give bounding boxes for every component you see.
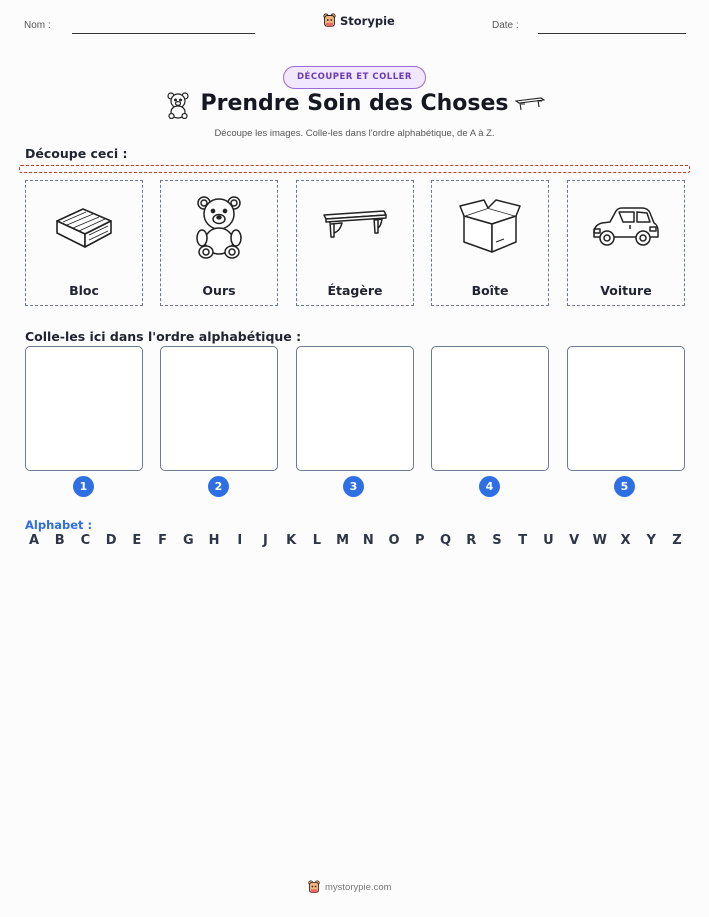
car-icon — [590, 203, 662, 251]
alphabet-letter: O — [388, 533, 400, 548]
alphabet-letter: U — [543, 533, 554, 548]
card-label: Bloc — [69, 283, 99, 298]
cutout-card-ours[interactable] — [160, 180, 278, 306]
name-line[interactable] — [72, 33, 255, 34]
alphabet-letter: R — [466, 533, 477, 548]
card-label: Étagère — [327, 283, 383, 298]
alphabet-letter: B — [54, 533, 65, 548]
cutout-card-boite[interactable] — [431, 180, 549, 306]
alphabet-letter: Q — [439, 533, 452, 548]
paste-section-label: Colle-les ici dans l'ordre alphabétique : — [25, 329, 302, 344]
slot-number-1: 1 — [73, 476, 94, 497]
alphabet-row — [23, 533, 688, 548]
alphabet-letter: I — [237, 533, 243, 548]
activity-badge: DÉCOUPER ET COLLER — [283, 66, 426, 89]
card-label: Voiture — [600, 283, 652, 298]
cut-section-label: Découpe ceci : — [25, 146, 128, 161]
alphabet-letter: V — [569, 533, 580, 548]
card-label: Ours — [202, 283, 236, 298]
storypie-logo-icon — [308, 880, 320, 894]
alphabet-letter: H — [208, 533, 220, 548]
date-label: Date : — [492, 20, 519, 31]
paste-slot-4[interactable] — [431, 346, 549, 471]
card-label: Boîte — [471, 283, 509, 298]
slot-number-4: 4 — [479, 476, 500, 497]
alphabet-letter: E — [132, 533, 142, 548]
cutout-card-voiture[interactable] — [567, 180, 685, 306]
paste-slot-5[interactable] — [567, 346, 685, 471]
alphabet-letter: Z — [672, 533, 682, 548]
instructions: Découpe les images. Colle-les dans l'ordre alphabétique, de A à Z. — [214, 128, 495, 139]
alphabet-letter: J — [263, 533, 268, 548]
alphabet-letter: X — [620, 533, 631, 548]
alphabet-label: Alphabet : — [25, 518, 93, 532]
footer — [308, 880, 392, 894]
alphabet-letter: T — [518, 533, 528, 548]
cutout-card-bloc[interactable] — [25, 180, 143, 306]
brand-name: Storypie — [340, 13, 395, 28]
teddy-bear-icon — [191, 194, 247, 260]
brand-logo — [323, 13, 395, 28]
alphabet-letter: N — [362, 533, 374, 548]
paste-slot-3[interactable] — [296, 346, 414, 471]
page-title: Prendre Soin des Choses — [200, 91, 509, 116]
alphabet-letter: A — [28, 533, 40, 548]
cut-line — [19, 165, 690, 173]
paste-slot-2[interactable] — [160, 346, 278, 471]
cutout-card-etagere[interactable] — [296, 180, 414, 306]
alphabet-letter: P — [415, 533, 425, 548]
date-line[interactable] — [538, 33, 686, 34]
shelf-icon — [515, 97, 545, 118]
slot-number-5: 5 — [614, 476, 635, 497]
storypie-logo-icon — [323, 13, 336, 28]
box-icon — [458, 198, 522, 256]
slot-number-2: 2 — [208, 476, 229, 497]
alphabet-letter: M — [336, 533, 350, 548]
alphabet-letter: G — [182, 533, 194, 548]
alphabet-letter: K — [286, 533, 297, 548]
alphabet-letter: F — [158, 533, 168, 548]
footer-url[interactable]: mystorypie.com — [325, 881, 392, 893]
alphabet-letter: L — [312, 533, 322, 548]
shelf-icon — [322, 207, 388, 247]
paste-slot-1[interactable] — [25, 346, 143, 471]
alphabet-letter: D — [105, 533, 117, 548]
slot-number-3: 3 — [343, 476, 364, 497]
wood-block-icon — [53, 201, 115, 253]
alphabet-letter: W — [592, 533, 607, 548]
alphabet-letter: Y — [646, 533, 656, 548]
alphabet-letter: C — [80, 533, 91, 548]
name-label: Nom : — [24, 20, 51, 31]
alphabet-letter: S — [492, 533, 502, 548]
